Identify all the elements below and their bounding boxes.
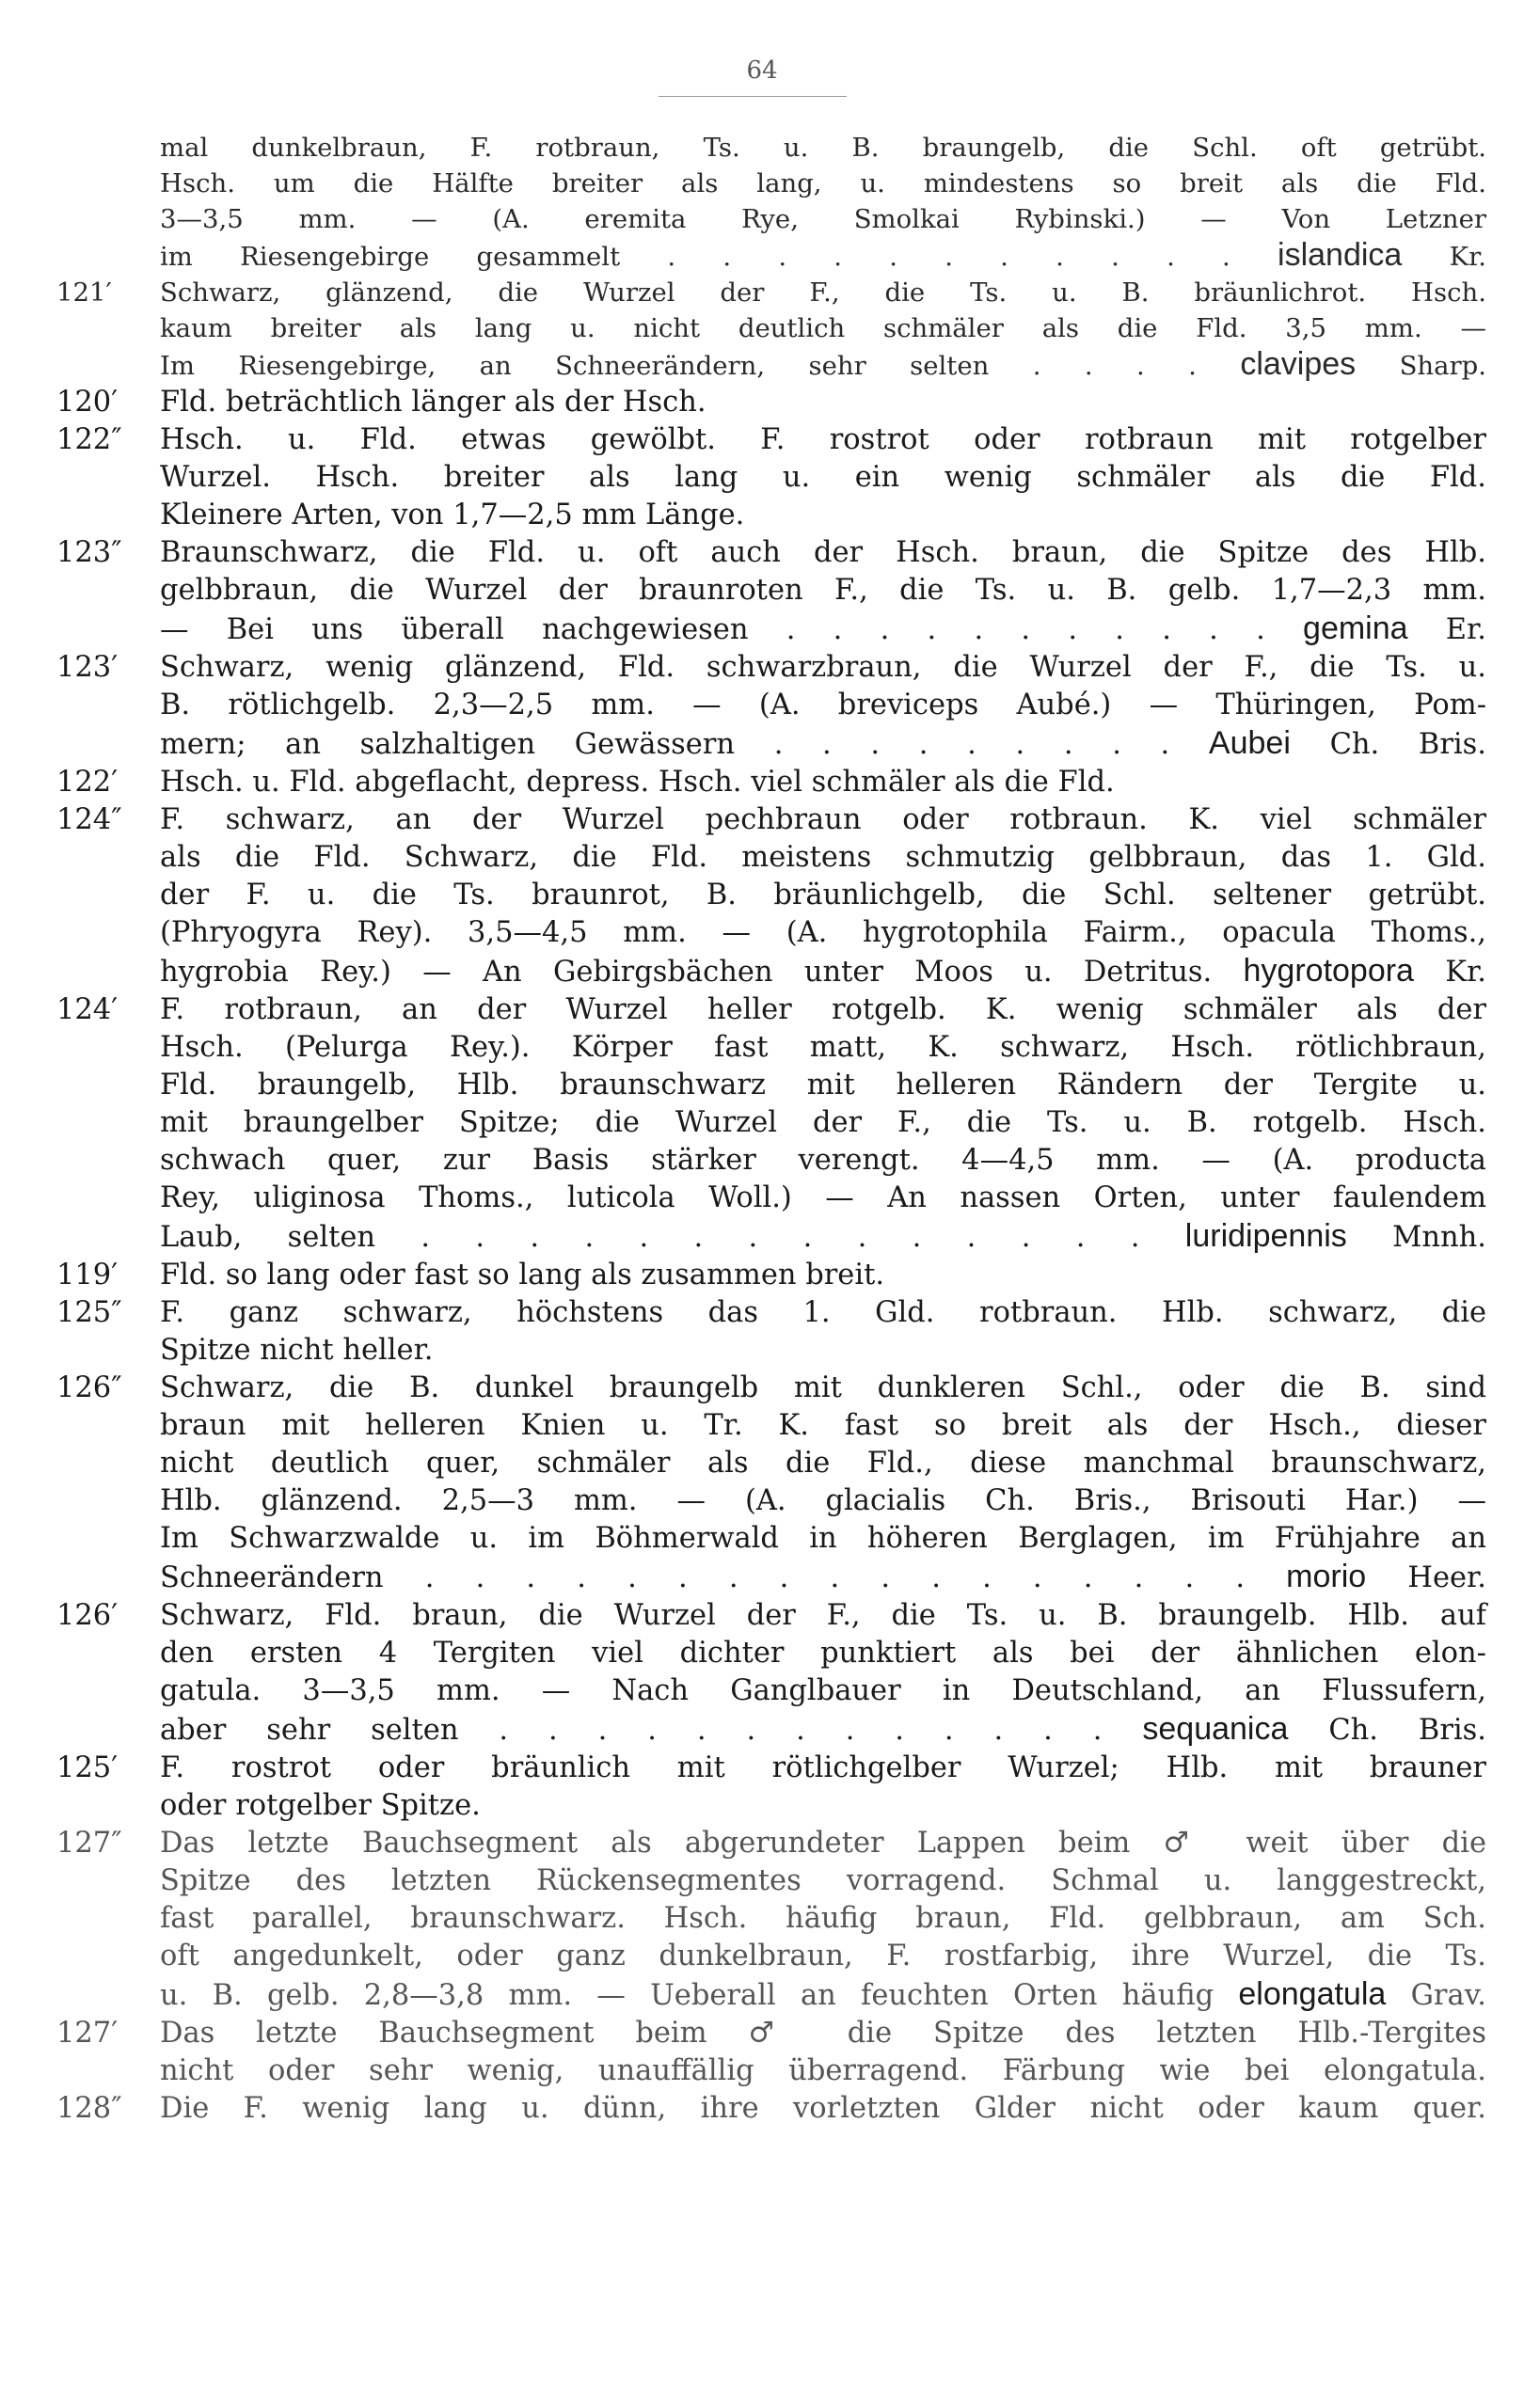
text-line: Das letzte Bauchsegment beim ♂ die Spitze des letzten Hlb.-Tergites: [160, 2017, 1486, 2050]
couplet-number: 124′: [56, 993, 119, 1026]
entry-last-line: [160, 346, 1486, 384]
text-line: Wurzel. Hsch. breiter als lang u. ein wenig schmäler als die Fld.: [160, 461, 1486, 494]
text-line: Braunschwarz, die Fld. u. oft auch der Hsch. braun, die Spitze des Hlb.: [160, 536, 1486, 569]
species-name: gemina: [1303, 610, 1408, 646]
text-line: als die Fld. Schwarz, die Fld. meistens schmutzig gelbbraun, das 1. Gld.: [160, 841, 1486, 874]
entry-text: [160, 275, 1486, 346]
key-entry: [56, 764, 1486, 801]
entry-last-line: [160, 1558, 1486, 1597]
species-author: Ch. Bris.: [1328, 1714, 1486, 1747]
entry-last-line: [160, 1710, 1486, 1750]
couplet-number: 120′: [56, 386, 119, 419]
species-author: Mnnh.: [1392, 1221, 1486, 1254]
entry-text: [160, 801, 1486, 952]
text-line: Fld. braungelb, Hlb. braunschwarz mit helleren Rändern der Tergite u.: [160, 1069, 1486, 1101]
key-entry: [56, 1825, 1486, 2015]
entry-last-line: [160, 610, 1486, 649]
text-line: Hsch. um die Hälfte breiter als lang, u. mindestens so breit als die Fld.: [160, 168, 1486, 198]
entry-text: [160, 764, 1486, 801]
couplet-number: 125″: [56, 1296, 122, 1329]
entry-last-line: [160, 497, 1486, 534]
couplet-number: 127″: [56, 1827, 122, 1860]
couplet-number: 124″: [56, 803, 122, 836]
species-name: luridipennis: [1184, 1218, 1347, 1254]
text-line: gelbbraun, die Wurzel der braunroten F., die Ts. u. B. gelb. 1,7—2,3 mm.: [160, 574, 1486, 607]
key-entry: [56, 801, 1486, 991]
text-line: nicht deutlich quer, schmäler als die Fld., diese manchmal braunschwarz,: [160, 1447, 1486, 1480]
text-line: gatula. 3—3,5 mm. — Nach Ganglbauer in Deutschland, an Flussufern,: [160, 1674, 1486, 1707]
couplet-number: 126″: [56, 1371, 122, 1404]
couplet-number: 123′: [56, 651, 119, 684]
species-name: morio: [1286, 1559, 1367, 1594]
couplet-number: 119′: [56, 1259, 119, 1291]
entry-text: [160, 1597, 1486, 1710]
text-line: Kleinere Arten, von 1,7—2,5 mm Länge.: [160, 499, 745, 531]
entry-last-line: [160, 2052, 1486, 2090]
text-line: F. schwarz, an der Wurzel pechbraun oder rotbraun. K. viel schmäler: [160, 803, 1486, 836]
key-entry: [56, 534, 1486, 649]
text-line: Hsch. (Pelurga Rey.). Körper fast matt, K. schwarz, Hsch. rötlichbraun,: [160, 1031, 1486, 1064]
text-line: Im Riesengebirge, an Schneerändern, sehr selten . . . .: [160, 351, 1197, 381]
species-author: Kr.: [1445, 956, 1487, 989]
header-rule: [659, 96, 847, 97]
page-number: 64: [746, 56, 778, 85]
species-name: clavipes: [1240, 346, 1357, 382]
key-entry: [56, 130, 1486, 275]
key-entry: [56, 275, 1486, 384]
text-line: oft angedunkelt, oder ganz dunkelbraun, F. rostfarbig, ihre Wurzel, die Ts.: [160, 1940, 1486, 1972]
text-line: Rey, uliginosa Thoms., luticola Woll.) — An nassen Orten, unter faulendem: [160, 1181, 1486, 1214]
key-entry: [56, 421, 1486, 534]
entry-text: [160, 534, 1486, 610]
species-author: Ch. Bris.: [1329, 728, 1486, 761]
text-line: oder rotgelber Spitze.: [160, 1789, 481, 1822]
entry-last-line: [160, 1217, 1486, 1257]
text-line: schwach quer, zur Basis stärker verengt. 4—4,5 mm. — (A. producta: [160, 1144, 1486, 1177]
key-entry: [56, 1750, 1486, 1825]
entry-text: [160, 649, 1486, 724]
entry-last-line: [160, 2090, 1486, 2128]
entry-text: [160, 1294, 1486, 1332]
key-entry: [56, 1370, 1486, 1597]
couplet-number: 121′: [56, 277, 112, 308]
key-entry: [56, 384, 1486, 421]
entry-last-line: [160, 1975, 1486, 2015]
text-line: F. rostrot oder bräunlich mit rötlichgelber Wurzel; Hlb. mit brauner: [160, 1751, 1486, 1784]
couplet-number: 122″: [56, 423, 122, 456]
species-name: elongatula: [1238, 1976, 1387, 2012]
text-line: Laub, selten . . . . . . . . . . . . . .: [160, 1221, 1140, 1254]
text-line: F. ganz schwarz, höchstens das 1. Gld. rotbraun. Hlb. schwarz, die: [160, 1296, 1486, 1329]
text-line: mit braungelber Spitze; die Wurzel der F., die Ts. u. B. rotgelb. Hsch.: [160, 1106, 1486, 1139]
couplet-number: 127′: [56, 2017, 119, 2050]
species-author: Heer.: [1407, 1561, 1486, 1594]
couplet-number: 123″: [56, 536, 122, 569]
couplet-number: 122′: [56, 766, 119, 799]
entry-text: [160, 1257, 1486, 1294]
key-entry: [56, 649, 1486, 764]
entry-last-line: [160, 237, 1486, 275]
entry-text: [160, 421, 1486, 497]
text-line: nicht oder sehr wenig, unauffällig überragend. Färbung wie bei elongatula.: [160, 2054, 1486, 2087]
text-line: F. rotbraun, an der Wurzel heller rotgelb. K. wenig schmäler als der: [160, 993, 1486, 1026]
entry-text: [160, 130, 1486, 237]
text-line: B. rötlichgelb. 2,3—2,5 mm. — (A. breviceps Aubé.) — Thüringen, Pom-: [160, 689, 1486, 721]
key-entry: [56, 2015, 1486, 2090]
entry-text: [160, 1750, 1486, 1787]
page-body: [56, 130, 1486, 2128]
entry-text: [160, 2015, 1486, 2052]
entry-last-line: [160, 952, 1486, 991]
species-name: islandica: [1278, 237, 1403, 273]
text-line: Schwarz, die B. dunkel braungelb mit dunkleren Schl., oder die B. sind: [160, 1371, 1486, 1404]
text-line: der F. u. die Ts. braunrot, B. bräunlichgelb, die Schl. seltener getrübt.: [160, 879, 1486, 911]
species-author: Grav.: [1410, 1979, 1486, 2012]
text-line: Die F. wenig lang u. dünn, ihre vorletzten Glder nicht oder kaum quer.: [160, 2092, 1486, 2125]
entry-text: [160, 384, 1486, 421]
couplet-number: 125′: [56, 1751, 119, 1784]
text-line: Schwarz, glänzend, die Wurzel der F., die Ts. u. B. bräunlichrot. Hsch.: [160, 277, 1486, 308]
text-line: u. B. gelb. 2,8—3,8 mm. — Ueberall an feuchten Orten häufig: [160, 1979, 1214, 2012]
key-entry: [56, 1294, 1486, 1370]
text-line: kaum breiter als lang u. nicht deutlich schmäler als die Fld. 3,5 mm. —: [160, 313, 1486, 343]
text-line: Hsch. u. Fld. abgeflacht, depress. Hsch. viel schmäler als die Fld.: [160, 766, 1115, 799]
text-line: — Bei uns überall nachgewiesen . . . . . . . . . . .: [160, 613, 1265, 646]
text-line: Spitze des letzten Rückensegmentes vorragend. Schmal u. langgestreckt,: [160, 1864, 1486, 1897]
couplet-number: 126′: [56, 1599, 119, 1632]
entry-last-line: [160, 724, 1486, 764]
species-name: sequanica: [1142, 1711, 1289, 1747]
text-line: 3—3,5 mm. — (A. eremita Rye, Smolkai Rybinski.) — Von Letzner: [160, 204, 1486, 234]
entry-text: [160, 991, 1486, 1217]
text-line: Hlb. glänzend. 2,5—3 mm. — (A. glacialis Ch. Bris., Brisouti Har.) —: [160, 1484, 1486, 1517]
text-line: fast parallel, braunschwarz. Hsch. häufig braun, Fld. gelbbraun, am Sch.: [160, 1902, 1486, 1935]
key-entry: [56, 1257, 1486, 1294]
text-line: Fld. so lang oder fast so lang als zusammen breit.: [160, 1259, 885, 1291]
key-entry: [56, 991, 1486, 1257]
text-line: hygrobia Rey.) — An Gebirgsbächen unter Moos u. Detritus.: [160, 956, 1213, 989]
text-line: Schwarz, Fld. braun, die Wurzel der F., die Ts. u. B. braungelb. Hlb. auf: [160, 1599, 1486, 1632]
text-line: im Riesengebirge gesammelt . . . . . . . . . . .: [160, 242, 1230, 272]
text-line: Fld. beträchtlich länger als der Hsch.: [160, 386, 706, 419]
entry-text: [160, 1370, 1486, 1558]
entry-text: [160, 1825, 1486, 1975]
species-author: Er.: [1445, 613, 1486, 646]
text-line: aber sehr selten . . . . . . . . . . . . .: [160, 1714, 1103, 1747]
couplet-number: 128″: [56, 2092, 122, 2125]
text-line: Schneerändern . . . . . . . . . . . . . . . . .: [160, 1561, 1246, 1594]
species-author: Sharp.: [1399, 351, 1486, 381]
entry-last-line: [160, 1787, 1486, 1825]
text-line: Spitze nicht heller.: [160, 1334, 434, 1367]
text-line: Schwarz, wenig glänzend, Fld. schwarzbraun, die Wurzel der F., die Ts. u.: [160, 651, 1486, 684]
text-line: den ersten 4 Tergiten viel dichter punktiert als bei der ähnlichen elon-: [160, 1637, 1486, 1670]
species-author: Kr.: [1449, 242, 1486, 272]
text-line: mern; an salzhaltigen Gewässern . . . . . . . . .: [160, 728, 1170, 761]
text-line: Hsch. u. Fld. etwas gewölbt. F. rostrot oder rotbraun mit rotgelber: [160, 423, 1486, 456]
key-entry: [56, 2090, 1486, 2128]
text-line: braun mit helleren Knien u. Tr. K. fast so breit als der Hsch., dieser: [160, 1409, 1486, 1442]
text-line: (Phryogyra Rey). 3,5—4,5 mm. — (A. hygrotophila Fairm., opacula Thoms.,: [160, 916, 1486, 949]
text-line: Im Schwarzwalde u. im Böhmerwald in höheren Berglagen, im Frühjahre an: [160, 1522, 1486, 1555]
species-name: hygrotopora: [1243, 953, 1414, 989]
text-line: Das letzte Bauchsegment als abgerundeter Lappen beim ♂ weit über die: [160, 1827, 1486, 1860]
text-line: mal dunkelbraun, F. rotbraun, Ts. u. B. braungelb, die Schl. oft getrübt.: [160, 133, 1486, 163]
key-entry: [56, 1597, 1486, 1750]
entry-last-line: [160, 1332, 1486, 1370]
species-name: Aubei: [1208, 725, 1291, 761]
